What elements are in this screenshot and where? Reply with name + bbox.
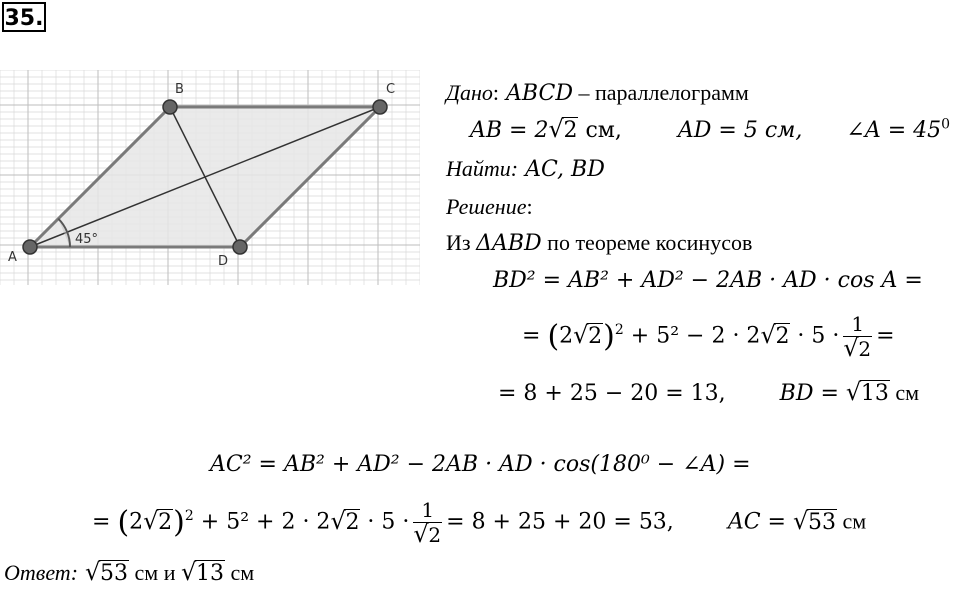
answer-line bbox=[4, 560, 254, 586]
given-ad: AD = 5 см, bbox=[677, 118, 803, 143]
given-values bbox=[470, 118, 950, 143]
bd-formula: BD² = AB² + AD² − 2AB · AD · cos A = bbox=[493, 268, 923, 293]
bd-sub-b: 2 bbox=[559, 323, 574, 349]
ac-sub-d: · 5 · bbox=[360, 509, 410, 535]
given-figure: ABCD bbox=[506, 81, 573, 106]
ac-fraction: 1 √ 2 bbox=[413, 498, 442, 547]
solution-colon: : bbox=[526, 194, 533, 219]
intro-pre: Из bbox=[446, 230, 477, 255]
bd-sub-root2: √ 2 bbox=[760, 324, 790, 349]
intro-triangle: ΔABD bbox=[476, 231, 542, 256]
given-angle: ∠A = 45 bbox=[846, 118, 942, 143]
intro-post: по теореме косинусов bbox=[541, 230, 753, 255]
ac-result-root: √ 53 bbox=[793, 510, 837, 535]
solution-header bbox=[446, 194, 533, 220]
answer-mid: см и bbox=[129, 560, 181, 585]
bd-sub-d: · 5 · bbox=[790, 323, 840, 349]
given-colon: : bbox=[492, 80, 500, 105]
bd-result-unit: см bbox=[889, 380, 920, 405]
bd-fraction: 1 √ 2 bbox=[843, 312, 872, 361]
bd-result: BD = bbox=[779, 381, 846, 406]
vertex-d-point bbox=[233, 240, 247, 254]
problem-number: 35. bbox=[2, 2, 46, 32]
given-figure-type: – параллелограмм bbox=[572, 80, 749, 105]
bd-sub-root: √ 2 bbox=[573, 324, 603, 349]
angle-label: 45° bbox=[75, 232, 99, 247]
given-label: Дано bbox=[446, 80, 493, 105]
ac-sub-c: + 5² + 2 · 2 bbox=[193, 509, 331, 535]
ac-result-unit: см bbox=[836, 508, 867, 534]
ac-sub-a: = bbox=[92, 509, 118, 535]
bd-result-line bbox=[498, 380, 919, 406]
ac-substitution: = (2√ 2)$^2$ + 5² + 2 · 2√ 2 · 5 · 1 √ 2 = 8 + 25 + 20 = 53, AC = √ 53 см bbox=[92, 498, 866, 547]
find-label: Найти: bbox=[446, 156, 519, 181]
ac-result: AC = bbox=[727, 509, 793, 535]
solution-label: Решение bbox=[446, 194, 527, 219]
answer-label: Ответ: bbox=[4, 560, 79, 585]
answer-root1: √ 53 bbox=[85, 561, 129, 586]
vertex-d-label: D bbox=[218, 254, 229, 269]
vertex-a-label: A bbox=[8, 250, 17, 265]
bd-substitution: = (2√ 2)$^2$ + 5² − 2 · 2√ 2 · 5 · 1 √ 2 = bbox=[522, 312, 895, 361]
bd-sub-c: + 5² − 2 · 2 bbox=[623, 323, 761, 349]
solution-intro bbox=[446, 230, 752, 256]
ac-sub-root: √ 2 bbox=[143, 510, 173, 535]
given-angle-degree: 0 bbox=[941, 116, 951, 133]
vertex-b-point bbox=[163, 100, 177, 114]
ac-sub-b: 2 bbox=[129, 509, 144, 535]
vertex-a-point bbox=[23, 240, 37, 254]
given-ab-unit: см, bbox=[578, 118, 622, 143]
answer-unit: см bbox=[224, 560, 255, 585]
given-ab: AB = 2 bbox=[470, 118, 549, 143]
find-items: AC, BD bbox=[525, 157, 605, 182]
vertex-c-point bbox=[373, 100, 387, 114]
bd-arith: = 8 + 25 − 20 = 13, bbox=[498, 381, 726, 406]
bd-sub-e: = bbox=[876, 323, 895, 349]
answer-root2: √ 13 bbox=[181, 561, 225, 586]
ac-formula: AC² = AB² + AD² − 2AB · AD · cos(180⁰ − ∠A) = bbox=[210, 452, 751, 477]
ac-sub-root2: √ 2 bbox=[330, 510, 360, 535]
bd-sub-a: = bbox=[522, 323, 548, 349]
given-line bbox=[446, 80, 749, 106]
given-ab-root: √ 2 bbox=[548, 118, 578, 143]
bd-result-root: √ 13 bbox=[846, 381, 890, 406]
vertex-b-label: B bbox=[175, 82, 184, 97]
vertex-c-label: C bbox=[386, 82, 396, 97]
parallelogram-figure bbox=[0, 70, 420, 285]
find-line bbox=[446, 156, 605, 182]
ac-sub-e: = 8 + 25 + 20 = 53, bbox=[446, 509, 674, 535]
